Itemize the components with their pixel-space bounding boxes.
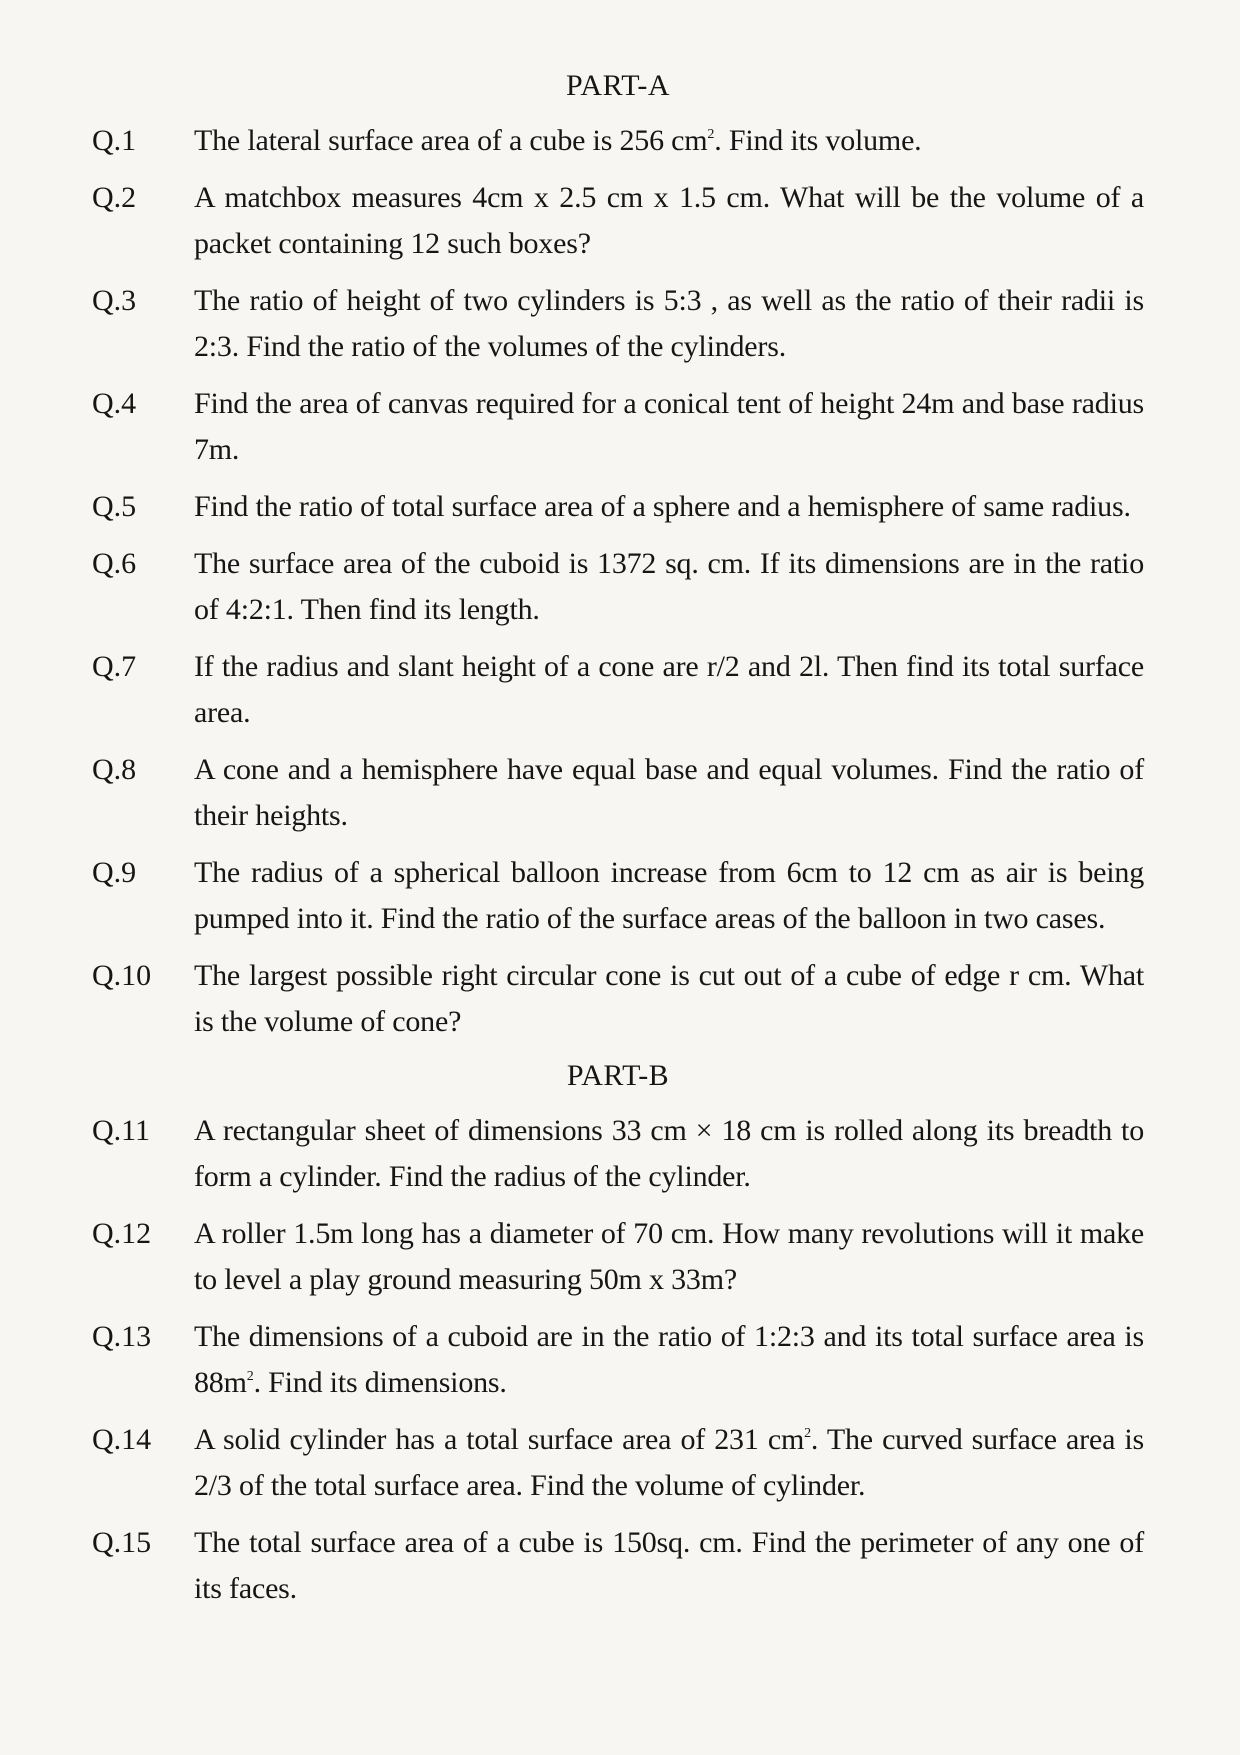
- question-number: Q.3: [92, 284, 137, 317]
- question-number: Q.8: [92, 753, 137, 786]
- question-text: The largest possible right circular cone is cut out of a cube of edge r cm. What is the volume of cone?: [194, 959, 1144, 1038]
- question-q7: [92, 644, 1144, 736]
- question-q11: [92, 1108, 1144, 1200]
- question-q9: [92, 850, 1144, 942]
- question-text: A cone and a hemisphere have equal base and equal volumes. Find the ratio of their heights.: [194, 753, 1144, 832]
- question-text: A matchbox measures 4cm x 2.5 cm x 1.5 cm. What will be the volume of a packet containing 12 such boxes?: [194, 181, 1144, 260]
- question-number: Q.9: [92, 856, 137, 889]
- question-text-tail: . Find its volume.: [714, 124, 922, 157]
- superscript: 2: [707, 127, 715, 142]
- question-q12: [92, 1211, 1144, 1303]
- question-q8: [92, 747, 1144, 839]
- question-q13: [92, 1314, 1144, 1406]
- question-text: The ratio of height of two cylinders is 5:3 , as well as the ratio of their radii is 2:3. Find the ratio of the volumes of the cylinders.: [194, 284, 1144, 363]
- question-number: Q.1: [92, 124, 137, 157]
- question-text: The radius of a spherical balloon increase from 6cm to 12 cm as air is being pumped into it. Find the ratio of the surface areas of the balloon in two cases.: [194, 856, 1144, 935]
- question-text-main: A solid cylinder has a total surface area of 231 cm: [194, 1423, 805, 1456]
- question-text-main: The dimensions of a cuboid are in the ratio of 1:2:3 and its total surface area is 88m: [194, 1320, 1144, 1399]
- question-q4: [92, 381, 1144, 473]
- part-b-heading: PART-B: [566, 1059, 670, 1092]
- question-number: Q.15: [92, 1526, 152, 1559]
- question-text-tail: . The curved surface area is 2/3 of the total surface area. Find the volume of cylinder.: [194, 1423, 1144, 1502]
- question-q2: [92, 175, 1144, 267]
- superscript: 2: [804, 1426, 811, 1441]
- question-text: The surface area of the cuboid is 1372 sq. cm. If its dimensions are in the ratio of 4:2:1. Then find its length.: [194, 547, 1144, 626]
- question-text: Find the ratio of total surface area of a sphere and a hemisphere of same radius.: [194, 490, 1131, 523]
- question-text: [194, 1417, 1144, 1509]
- question-q15: [92, 1520, 1144, 1612]
- question-number: Q.5: [92, 490, 137, 523]
- question-number: Q.14: [92, 1423, 152, 1456]
- question-text: A rectangular sheet of dimensions 33 cm × 18 cm is rolled along its breadth to form a cylinder. Find the radius of the cylinder.: [194, 1114, 1144, 1193]
- question-text-main: The lateral surface area of a cube is 256 cm: [194, 124, 708, 157]
- question-number: Q.13: [92, 1320, 152, 1353]
- question-text: Find the area of canvas required for a conical tent of height 24m and base radius 7m.: [194, 387, 1144, 466]
- question-q3: [92, 278, 1144, 370]
- question-number: Q.4: [92, 387, 137, 420]
- part-a-heading: PART-A: [565, 69, 671, 102]
- question-q1: [92, 118, 1144, 164]
- question-number: Q.2: [92, 181, 137, 214]
- superscript: 2: [246, 1369, 254, 1384]
- question-text: A roller 1.5m long has a diameter of 70 cm. How many revolutions will it make to level a play ground measuring 50m x 33m?: [194, 1217, 1144, 1296]
- question-text-tail: . Find its dimensions.: [253, 1366, 507, 1399]
- question-q10: [92, 953, 1144, 1045]
- question-q6: [92, 541, 1144, 633]
- question-number: Q.7: [92, 650, 137, 683]
- question-q14: [92, 1417, 1144, 1509]
- question-number: Q.12: [92, 1217, 152, 1250]
- question-number: Q.6: [92, 547, 137, 580]
- question-text: [194, 1314, 1144, 1406]
- question-number: Q.10: [92, 959, 152, 992]
- question-number: Q.11: [92, 1114, 151, 1147]
- question-q5: [92, 484, 1144, 530]
- question-text: If the radius and slant height of a cone are r/2 and 2l. Then find its total surface area.: [194, 650, 1144, 729]
- question-text: The total surface area of a cube is 150sq. cm. Find the perimeter of any one of its faces.: [194, 1526, 1144, 1605]
- question-text: [194, 118, 1144, 164]
